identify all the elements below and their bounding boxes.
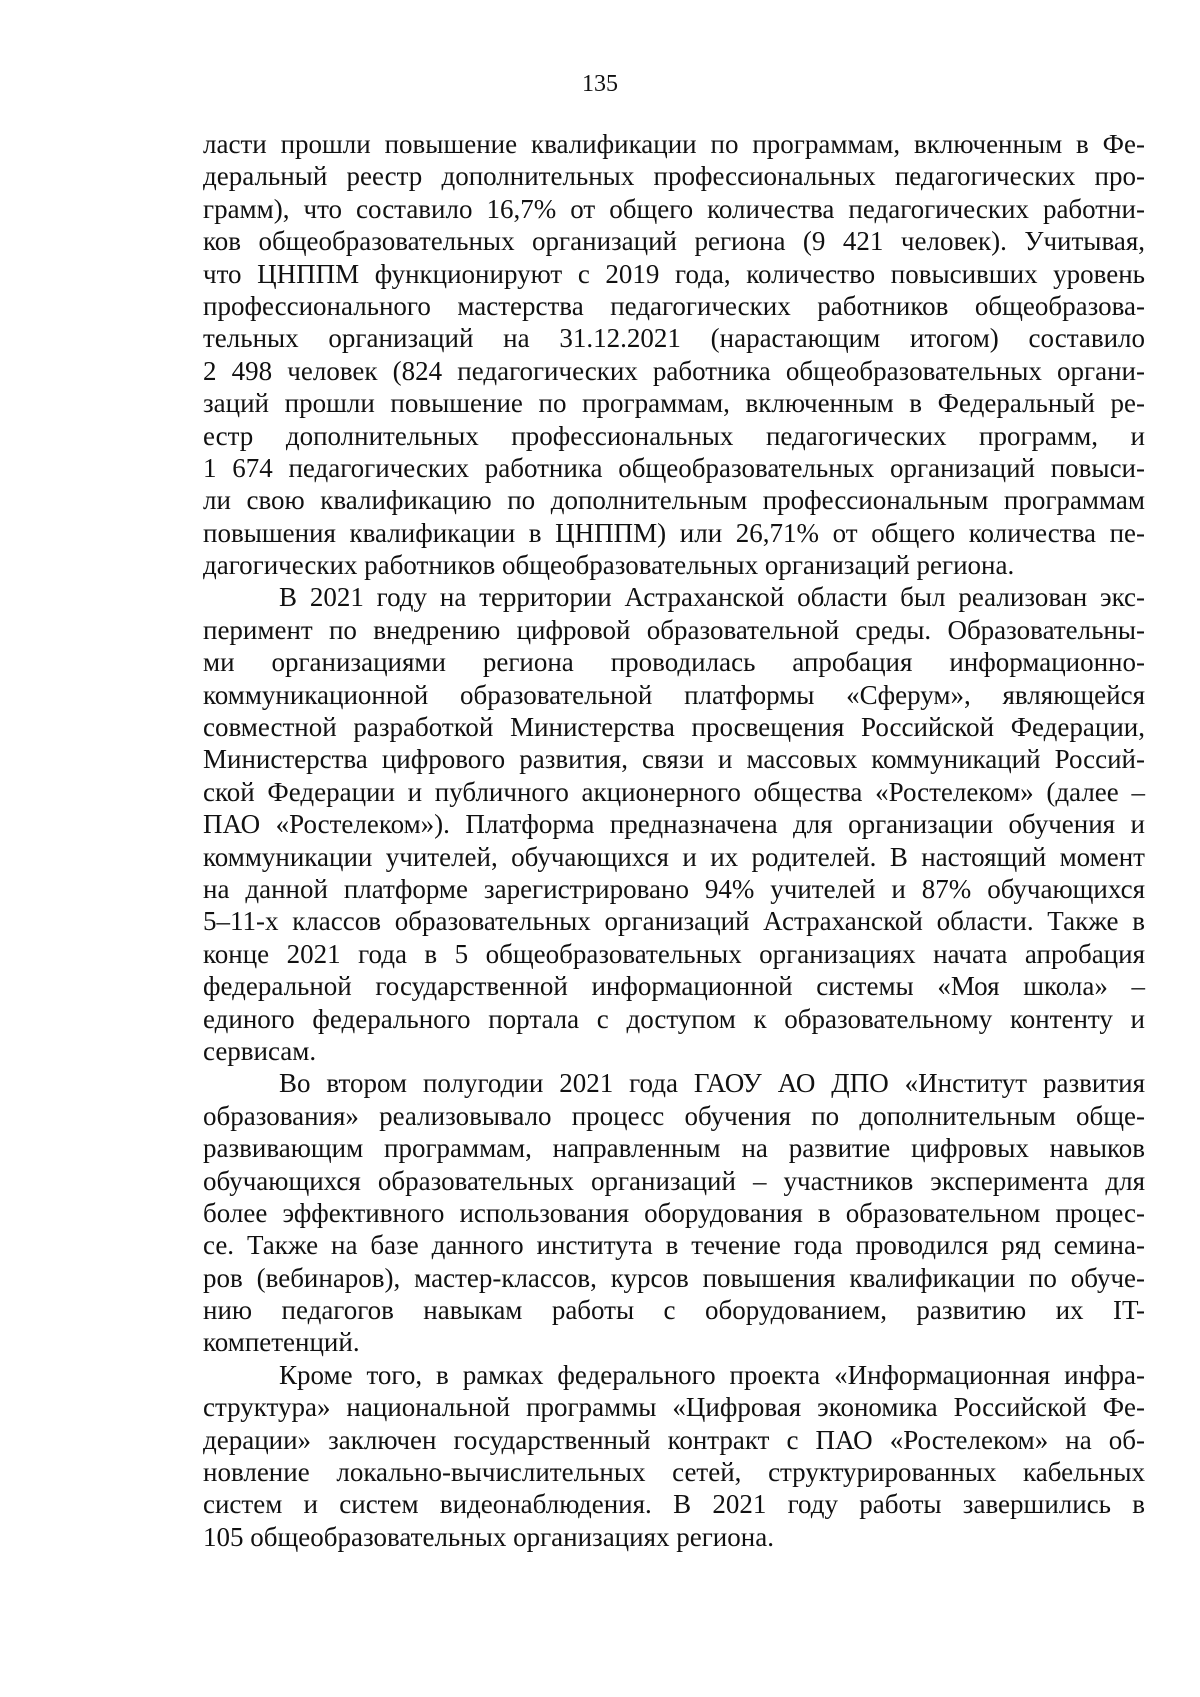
body-text bbox=[203, 128, 1145, 1553]
text-line: новление локально-вычислительных сетей, структурированных кабельных bbox=[203, 1457, 1145, 1488]
text-line: Во втором полугодии 2021 года ГАОУ АО ДПО «Институт развития bbox=[279, 1068, 1145, 1099]
text-line: В 2021 году на территории Астраханской области был реализован экс- bbox=[279, 582, 1145, 613]
text-line: коммуникации учителей, обучающихся и их родителей. В настоящий момент bbox=[203, 841, 1145, 872]
text-line: 5–11-х классов образовательных организаций Астраханской области. Также в bbox=[203, 906, 1145, 937]
text-line: на данной платформе зарегистрировано 94% учителей и 87% обучающихся bbox=[203, 873, 1145, 904]
text-line: естр дополнительных профессиональных педагогических программ, и bbox=[203, 420, 1145, 451]
text-line: федеральной государственной информационной системы «Моя школа» – bbox=[203, 971, 1145, 1002]
text-line: ской Федерации и публичного акционерного общества «Ростелеком» (далее – bbox=[203, 776, 1145, 807]
text-line: обучающихся образовательных организаций – участников эксперимента для bbox=[203, 1165, 1145, 1196]
text-line: 2 498 человек (824 педагогических работника общеобразовательных органи- bbox=[203, 355, 1145, 386]
text-line: заций прошли повышение по программам, включенным в Федеральный ре- bbox=[203, 388, 1145, 419]
text-line: нию педагогов навыкам работы с оборудованием, развитию их IT- bbox=[203, 1295, 1145, 1326]
text-line: Кроме того, в рамках федерального проекта «Информационная инфра- bbox=[279, 1359, 1145, 1390]
text-line: развивающим программам, направленным на развитие цифровых навыков bbox=[203, 1133, 1145, 1164]
text-line: ров (вебинаров), мастер-классов, курсов повышения квалификации по обуче- bbox=[203, 1262, 1145, 1293]
text-line: конце 2021 года в 5 общеобразовательных организациях начата апробация bbox=[203, 938, 1145, 969]
text-line: образования» реализовывало процесс обучения по дополнительным обще- bbox=[203, 1100, 1145, 1131]
text-line: коммуникационной образовательной платформы «Сферум», являющейся bbox=[203, 679, 1145, 710]
paragraph bbox=[203, 128, 1145, 581]
text-line: структура» национальной программы «Цифровая экономика Российской Фе- bbox=[203, 1392, 1145, 1423]
paragraph bbox=[203, 1359, 1145, 1553]
paragraph bbox=[203, 1067, 1145, 1359]
text-line: грамм), что составило 16,7% от общего количества педагогических работни- bbox=[203, 193, 1145, 224]
paragraph bbox=[203, 581, 1145, 1067]
page-number: 135 bbox=[582, 71, 618, 97]
text-line: 1 674 педагогических работника общеобразовательных организаций повыси- bbox=[203, 452, 1145, 483]
text-line: се. Также на базе данного института в течение года проводился ряд семина- bbox=[203, 1230, 1145, 1261]
text-line: повышения квалификации в ЦНППМ) или 26,71% от общего количества пе- bbox=[203, 517, 1145, 548]
text-line: ков общеобразовательных организаций региона (9 421 человек). Учитывая, bbox=[203, 226, 1145, 257]
text-line: тельных организаций на 31.12.2021 (нарастающим итогом) составило bbox=[203, 323, 1145, 354]
text-line: профессионального мастерства педагогических работников общеобразова- bbox=[203, 290, 1145, 321]
text-line: совместной разработкой Министерства просвещения Российской Федерации, bbox=[203, 712, 1145, 743]
text-line: ласти прошли повышение квалификации по программам, включенным в Фе- bbox=[203, 129, 1145, 159]
text-line: что ЦНППМ функционируют с 2019 года, количество повысивших уровень bbox=[203, 258, 1145, 289]
text-line: единого федерального портала с доступом к образовательному контенту и bbox=[203, 1003, 1145, 1034]
text-line: ПАО «Ростелеком»). Платформа предназначена для организации обучения и bbox=[203, 809, 1145, 840]
text-line: систем и систем видеонаблюдения. В 2021 году работы завершились в bbox=[203, 1489, 1145, 1520]
text-line: 105 общеобразовательных организациях региона. bbox=[203, 1521, 774, 1552]
text-line: дерации» заключен государственный контракт с ПАО «Ростелеком» на об- bbox=[203, 1424, 1145, 1455]
text-line: перимент по внедрению цифровой образовательной среды. Образовательны- bbox=[203, 614, 1145, 645]
text-line: более эффективного использования оборудования в образовательном процес- bbox=[203, 1197, 1145, 1228]
text-line: сервисам. bbox=[203, 1035, 317, 1066]
text-line: компетенций. bbox=[203, 1327, 360, 1358]
text-line: Министерства цифрового развития, связи и массовых коммуникаций Россий- bbox=[203, 744, 1145, 775]
text-line: ли свою квалификацию по дополнительным профессиональным программам bbox=[203, 485, 1145, 516]
text-line: ми организациями региона проводилась апробация информационно- bbox=[203, 647, 1145, 678]
text-line: деральный реестр дополнительных профессиональных педагогических про- bbox=[203, 161, 1145, 192]
text-line: дагогических работников общеобразовательных организаций региона. bbox=[203, 550, 1015, 581]
